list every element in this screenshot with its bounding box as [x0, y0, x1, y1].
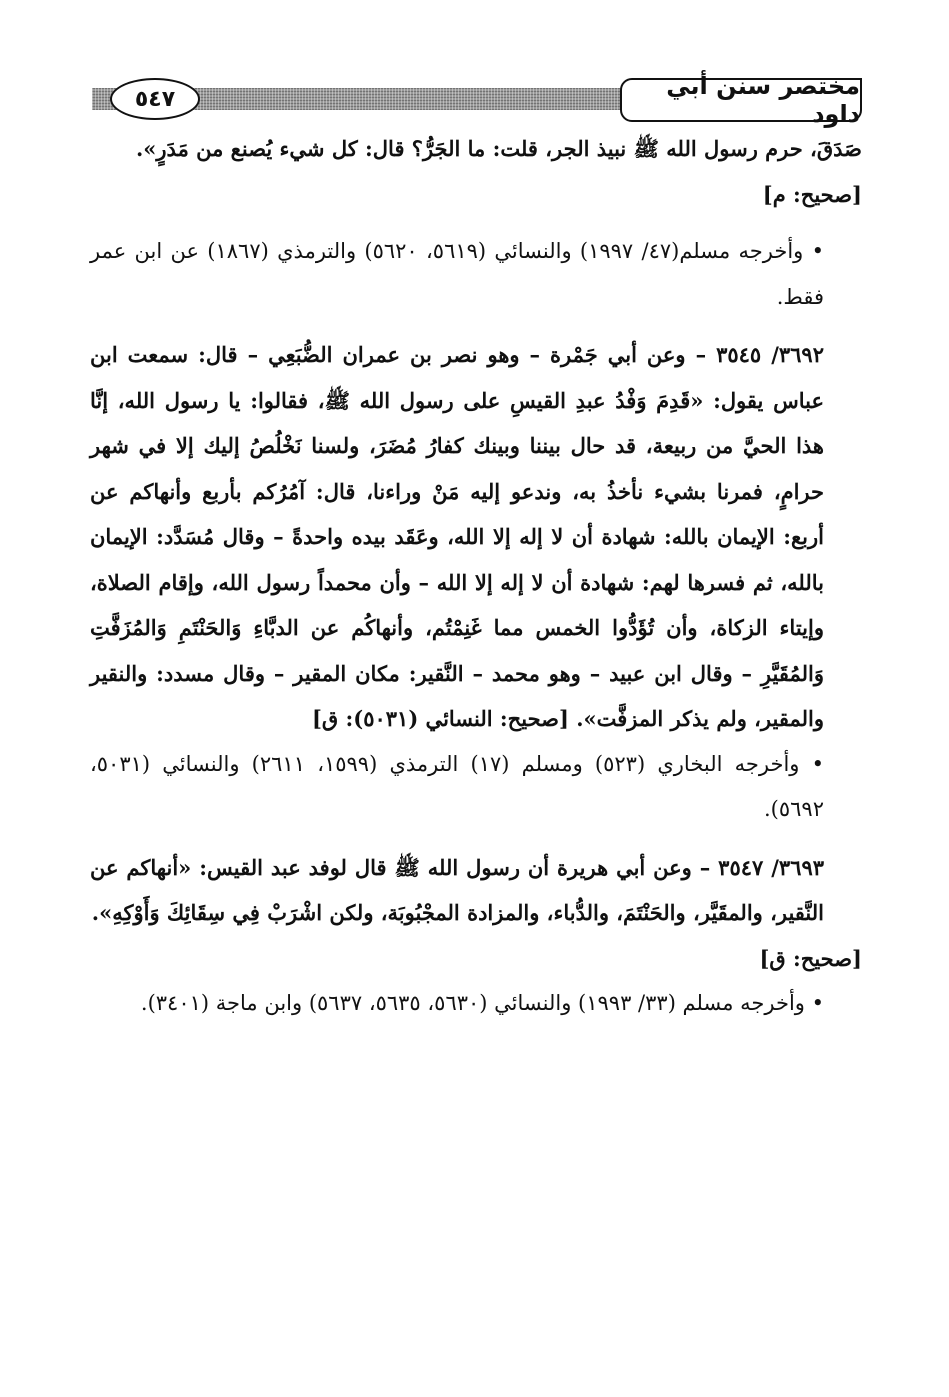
hadith-continuation: صَدَقَ، حرم رسول الله ﷺ نبيذ الجر، قلت: ما الجَرُّ؟ قال: كل شيء يُصنع من مَدَرٍ».: [135, 136, 862, 161]
book-title: مختصر سنن أبي داود: [620, 78, 862, 122]
grading-note: [صحيح: م]: [762, 181, 862, 207]
hadith-3692: ٣٦٩٢/ ٣٥٤٥ – وعن أبي جَمْرة – وهو نصر بن عمران الضُّبَعِي – قال: سمعت ابن عباس يقول: «قَدِمَ وَفْدُ عبدِ القيسِ على رسول الله ﷺ، فقالوا: يا رسول الله، إنَّا هذا الحيَّ من ربيعة، قد حال بيننا وبينك كفارُ مُضَرَ، ولسنا نَخْلُصُ إليك إلا في شهر حرامٍ، فمرنا بشيء نأخذُ به، وندعو إليه مَنْ وراءنا، قال: آمُرُكم بأربع وأنهاكم عن أربع: الإيمان بالله: شهادة أن لا إله إلا الله، وعَقَد بيده واحدةً – وقال مُسَدَّد: الإيمان بالله، ثم فسرها لهم: شهادة أن لا إله إلا الله – وأن محمداً رسول الله، وإقام الصلاة، وإيتاء الزكاة، وأن تُؤَدُّوا الخمس مما غَنِمْتُم، وأنهاكُم عن الدبَّاءِ وَالحَنْتَمِ وَالمُزَفَّتِ وَالمُقَيَّرِ – وقال ابن عبيد – وهو محمد – النَّقير: مكان المقير – وقال مسدد: والنقير والمقير، ولم يذكر المزفَّت». [صحيح: النسائي (٥٠٣١): ق]: [90, 342, 824, 731]
takhrij-note: • وأخرجه مسلم(٤٧/ ١٩٩٧) والنسائي (٥٦١٩، ٥٦٢٠) والترمذي (١٨٦٧) عن ابن عمر فقط.: [90, 239, 824, 309]
grading-note: [صحيح: ق]: [759, 945, 862, 971]
page-number: ٥٤٧: [110, 78, 200, 120]
hadith-3693: ٣٦٩٣/ ٣٥٤٧ – وعن أبي هريرة أن رسول الله ﷺ قال لوفد عبد القيس: «أنهاكم عن النَّقير، والمقَيَّر، والحَنْتَمَ، والدُّباء، والمزادة المجْبُوبَة، ولكن اشْرَبْ فِي سِقَائِكَ وَأَوْكِهِ».: [90, 854, 825, 925]
takhrij-note: • وأخرجه البخاري (٥٢٣) ومسلم (١٧) الترمذي (١٥٩٩، ٢٦١١) والنسائي (٥٠٣١، ٥٦٩٢).: [90, 751, 825, 821]
page-header: [92, 72, 862, 128]
page-body: [90, 126, 862, 1027]
takhrij-note: • وأخرجه مسلم (٣٣/ ١٩٩٣) والنسائي (٥٦٣٠، ٥٦٣٥، ٥٦٣٧) وابن ماجة (٣٤٠١).: [140, 991, 824, 1015]
